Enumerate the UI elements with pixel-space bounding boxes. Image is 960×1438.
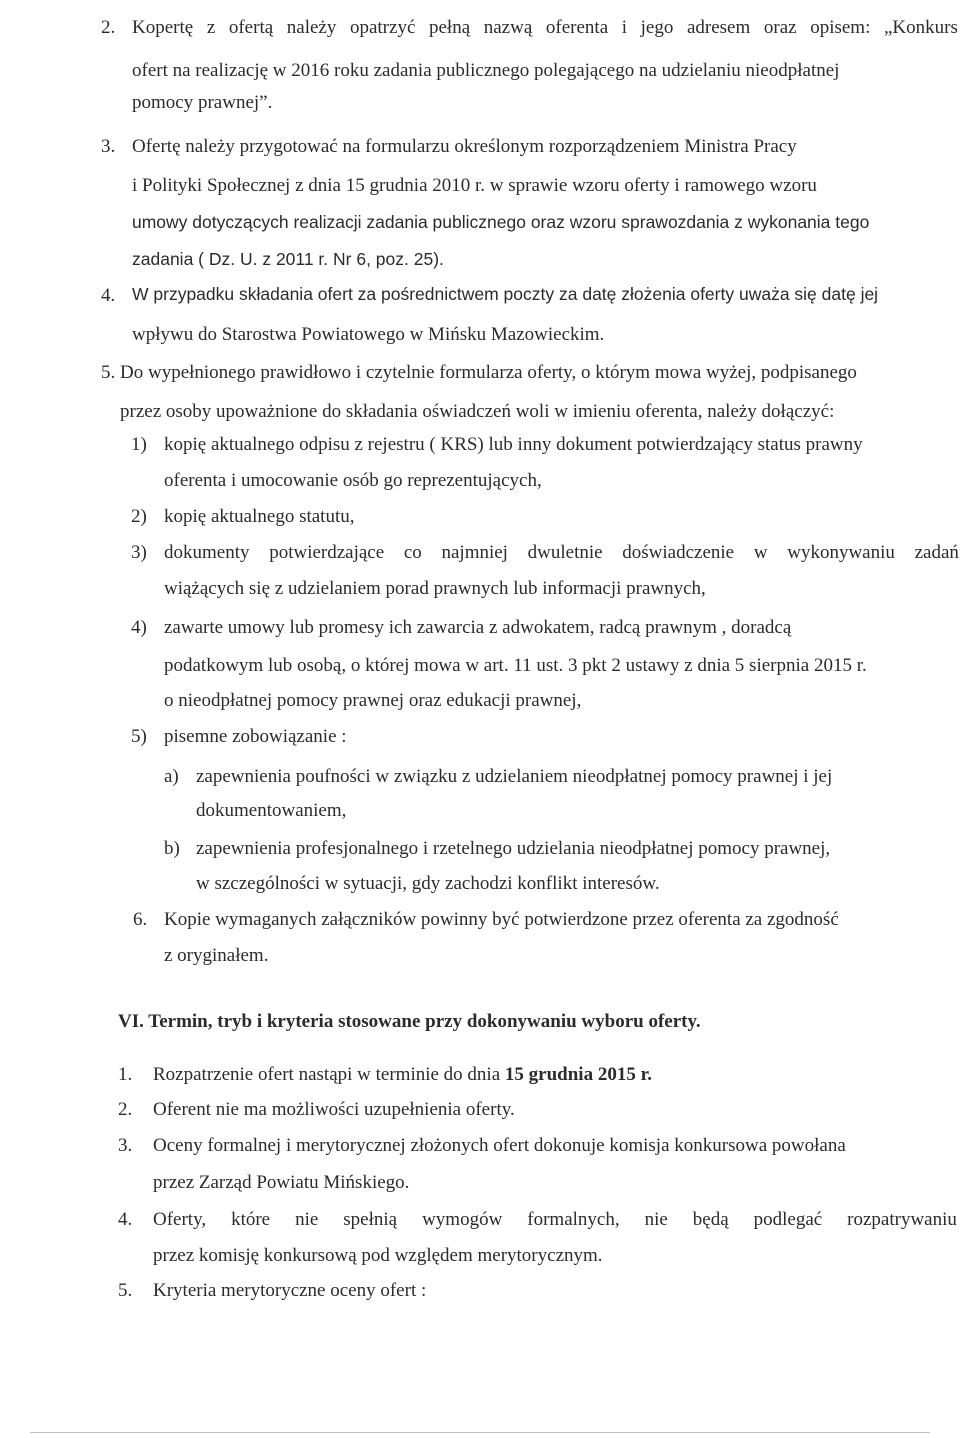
word: spełnią <box>343 1209 398 1230</box>
word: dwuletnie <box>527 542 603 563</box>
sub-item-letter: b) <box>164 838 180 859</box>
list-item-number: 4) <box>131 617 147 638</box>
word: które <box>231 1209 271 1230</box>
sub-item-text: dokumentowaniem, <box>196 800 347 821</box>
section-item-text: Oferent nie ma możliwości uzupełnienia oferty. <box>153 1099 515 1120</box>
para-4-number: 4. <box>101 285 116 306</box>
section-item-number: 2. <box>118 1099 133 1120</box>
para-6-number: 6. <box>133 909 148 930</box>
para-3-line-4: zadania ( Dz. U. z 2011 r. Nr 6, poz. 25). <box>132 249 444 269</box>
list-item-text: kopię aktualnego statutu, <box>164 506 355 527</box>
word: Oferty, <box>153 1209 207 1230</box>
word: co <box>403 542 422 563</box>
section-item-text: Oceny formalnej i merytorycznej złożonych ofert dokonuje komisja konkursowa powołana <box>153 1135 846 1156</box>
list-item-text: wiążących się z udzielaniem porad prawnych lub informacji prawnych, <box>164 578 706 599</box>
para-4-line-2: wpływu do Starostwa Powiatowego w Mińsku Mazowieckim. <box>132 324 605 345</box>
section-item-number: 5. <box>118 1280 133 1301</box>
page-bottom-rule <box>30 1432 930 1433</box>
list-item-line <box>164 543 959 562</box>
list-item-text: podatkowym lub osobą, o której mowa w art. 11 ust. 3 pkt 2 ustawy z dnia 5 sierpnia 2015 r. <box>164 655 867 676</box>
para-2-number: 2. <box>101 17 116 38</box>
word: adresem <box>686 17 751 38</box>
para-2-line-2: ofert na realizację w 2016 roku zadania publicznego polegającego na udzielaniu nieodpłatnej <box>132 60 840 81</box>
word: zadań <box>914 542 959 563</box>
word: rozpatrywaniu <box>847 1209 957 1230</box>
word: wymogów <box>422 1209 503 1230</box>
para-3-line-1: Ofertę należy przygotować na formularzu określonym rozporządzeniem Ministra Pracy <box>132 136 797 157</box>
list-item-number: 3) <box>131 542 147 563</box>
list-item-text: oferenta i umocowanie osób go reprezentujących, <box>164 470 542 491</box>
list-item-text: o nieodpłatnej pomocy prawnej oraz edukacji prawnej, <box>164 690 582 711</box>
word: opatrzyć <box>349 17 416 38</box>
para-3-line-2: i Polityki Społecznej z dnia 15 grudnia 2010 r. w sprawie wzoru oferty i ramowego wzoru <box>132 175 817 196</box>
para-3-line-3: umowy dotyczących realizacji zadania publicznego oraz wzoru sprawozdania z wykonania tego <box>132 212 870 232</box>
list-item-text: kopię aktualnego odpisu z rejestru ( KRS) lub inny dokument potwierdzający status prawny <box>164 434 863 455</box>
word: oraz <box>763 17 797 38</box>
para-2-line-3: pomocy prawnej”. <box>132 92 273 113</box>
section-item-line <box>153 1210 957 1229</box>
list-item-text: pisemne zobowiązanie : <box>164 726 347 747</box>
word: podlegać <box>753 1209 823 1230</box>
word: doświadczenie <box>622 542 735 563</box>
para-3-number: 3. <box>101 136 116 157</box>
word: z <box>206 17 216 38</box>
word: oferenta <box>545 17 609 38</box>
word: najmniej <box>441 542 508 563</box>
word: potwierdzające <box>269 542 385 563</box>
para-2-line-1 <box>132 18 958 37</box>
word: „Konkurs <box>883 17 958 38</box>
word: opisem: <box>810 17 871 38</box>
list-item-number: 5) <box>131 726 147 747</box>
deadline-date: 15 grudnia 2015 r. <box>504 1064 653 1085</box>
section-heading: VI. Termin, tryb i kryteria stosowane przy dokonywaniu wyboru oferty. <box>118 1011 701 1032</box>
word: formalnych, <box>527 1209 620 1230</box>
word: pełną <box>428 17 471 38</box>
word: będą <box>692 1209 729 1230</box>
sub-item-text: w szczególności w sytuacji, gdy zachodzi konflikt interesów. <box>196 873 660 894</box>
sub-item-text: zapewnienia poufności w związku z udzielaniem nieodpłatnej pomocy prawnej i jej <box>196 766 833 787</box>
section-item-number: 4. <box>118 1209 133 1230</box>
word: nie <box>644 1209 668 1230</box>
section-item-text: Kryteria merytoryczne oceny ofert : <box>153 1280 427 1301</box>
word: dokumenty <box>164 542 250 563</box>
para-4-line-1: W przypadku składania ofert za pośrednictwem poczty za datę złożenia oferty uważa się datę jej <box>132 284 879 304</box>
word: nie <box>295 1209 319 1230</box>
list-item-number: 1) <box>131 434 147 455</box>
para-5-number: 5. <box>101 362 116 383</box>
word: Kopertę <box>132 17 194 38</box>
para-6-line-2: z oryginałem. <box>164 945 269 966</box>
word: należy <box>286 17 337 38</box>
sub-item-text: zapewnienia profesjonalnego i rzetelnego udzielania nieodpłatnej pomocy prawnej, <box>196 838 831 859</box>
word: nazwą <box>483 17 533 38</box>
sub-item-letter: a) <box>164 766 179 787</box>
section-item-text: przez komisję konkursową pod względem merytorycznym. <box>153 1245 603 1266</box>
section-item-number: 3. <box>118 1135 133 1156</box>
para-5-line-1: Do wypełnionego prawidłowo i czytelnie formularza oferty, o którym mowa wyżej, podpisanego <box>120 362 857 383</box>
list-item-text: zawarte umowy lub promesy ich zawarcia z adwokatem, radcą prawnym , doradcą <box>164 617 792 638</box>
para-6-line-1: Kopie wymaganych załączników powinny być potwierdzone przez oferenta za zgodność <box>164 909 839 930</box>
word: i <box>621 17 628 38</box>
word: w <box>753 542 768 563</box>
list-item-number: 2) <box>131 506 147 527</box>
section-item-number: 1. <box>118 1064 133 1085</box>
section-item-line <box>153 1065 652 1084</box>
section-item-text: Rozpatrzenie ofert nastąpi w terminie do dnia <box>153 1064 505 1085</box>
para-5-line-2: przez osoby upoważnione do składania oświadczeń woli w imieniu oferenta, należy dołączyć: <box>120 401 835 422</box>
word: ofertą <box>228 17 274 38</box>
word: wykonywaniu <box>787 542 895 563</box>
word: jego <box>640 17 674 38</box>
section-item-text: przez Zarząd Powiatu Mińskiego. <box>153 1172 410 1193</box>
